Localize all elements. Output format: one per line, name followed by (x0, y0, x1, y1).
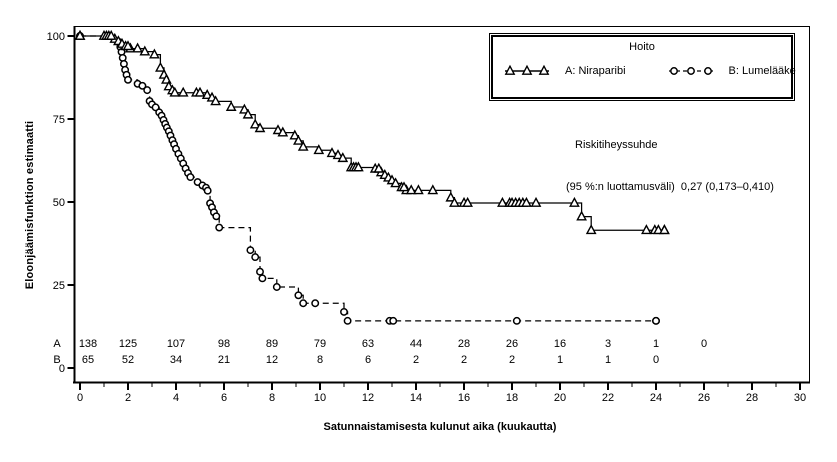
legend-entries (493, 53, 796, 77)
x-axis-title: Satunnaistamisesta kulunut aika (kuukautta) (323, 421, 557, 433)
x-tick-label: 24 (649, 392, 663, 404)
risk-count: 44 (409, 338, 423, 350)
y-axis-title: Eloonjäämisfunktion estimaatti (24, 120, 36, 290)
hazard-ratio-annotation (566, 110, 774, 222)
risk-row-label: B (53, 354, 61, 366)
x-tick-label: 6 (220, 392, 228, 404)
risk-count: 1 (652, 338, 660, 350)
risk-count: 8 (316, 354, 324, 366)
x-tick-label: 0 (76, 392, 84, 404)
x-tick-label: 8 (268, 392, 276, 404)
risk-row-label: A (53, 338, 61, 350)
risk-count: 2 (508, 354, 516, 366)
x-tick-label: 26 (697, 392, 711, 404)
risk-count: 79 (313, 338, 327, 350)
risk-count: 138 (78, 338, 98, 350)
legend-title: Hoito (629, 41, 655, 53)
legend-label-b: B: Lumelääke (728, 64, 796, 77)
risk-count: 52 (121, 354, 135, 366)
x-tick-label: 14 (409, 392, 423, 404)
risk-count: 125 (118, 338, 138, 350)
y-tick-label: 25 (52, 280, 65, 292)
risk-count: 1 (556, 354, 564, 366)
x-axis (77, 383, 806, 404)
risk-count: 6 (364, 354, 372, 366)
x-tick-label: 2 (124, 392, 132, 404)
risk-count: 107 (166, 338, 186, 350)
legend-box (489, 33, 795, 101)
x-tick-label: 18 (505, 392, 519, 404)
x-tick-label: 30 (793, 392, 807, 404)
x-tick-label: 4 (172, 392, 180, 404)
risk-count: 2 (412, 354, 420, 366)
risk-count: 34 (169, 354, 183, 366)
risk-count: 1 (604, 354, 612, 366)
legend-label-a: A: Niraparibi (565, 64, 626, 77)
risk-table (53, 338, 707, 366)
risk-count: 21 (217, 354, 231, 366)
hazard-ratio-label: Riskitiheyssuhde (575, 139, 658, 151)
y-tick-label: 75 (52, 114, 65, 126)
risk-count: 89 (265, 338, 279, 350)
triangle-line-symbol (504, 64, 550, 77)
risk-count: 2 (460, 354, 468, 366)
y-tick-label: 100 (46, 31, 65, 43)
risk-count: 16 (553, 338, 567, 350)
x-tick-label: 12 (361, 392, 375, 404)
hazard-ratio-value: (95 %:n luottamusväli) 0,27 (0,173–0,410) (566, 181, 774, 193)
y-axis (47, 31, 74, 375)
y-tick-label: 50 (52, 197, 65, 209)
risk-count: 98 (217, 338, 231, 350)
risk-count: 0 (652, 354, 660, 366)
x-tick-label: 10 (313, 392, 327, 404)
y-tick-label: 0 (58, 363, 65, 375)
x-tick-label: 16 (457, 392, 471, 404)
x-tick-label: 22 (601, 392, 615, 404)
legend-inner-frame (491, 35, 796, 99)
risk-count: 65 (81, 354, 95, 366)
risk-count: 12 (265, 354, 279, 366)
risk-count: 28 (457, 338, 471, 350)
risk-count: 63 (361, 338, 375, 350)
risk-count: 26 (505, 338, 519, 350)
circle-dash-symbol (668, 64, 714, 77)
x-tick-label: 20 (553, 392, 567, 404)
risk-count: 3 (604, 338, 612, 350)
risk-count: 0 (700, 338, 708, 350)
x-tick-label: 28 (745, 392, 759, 404)
